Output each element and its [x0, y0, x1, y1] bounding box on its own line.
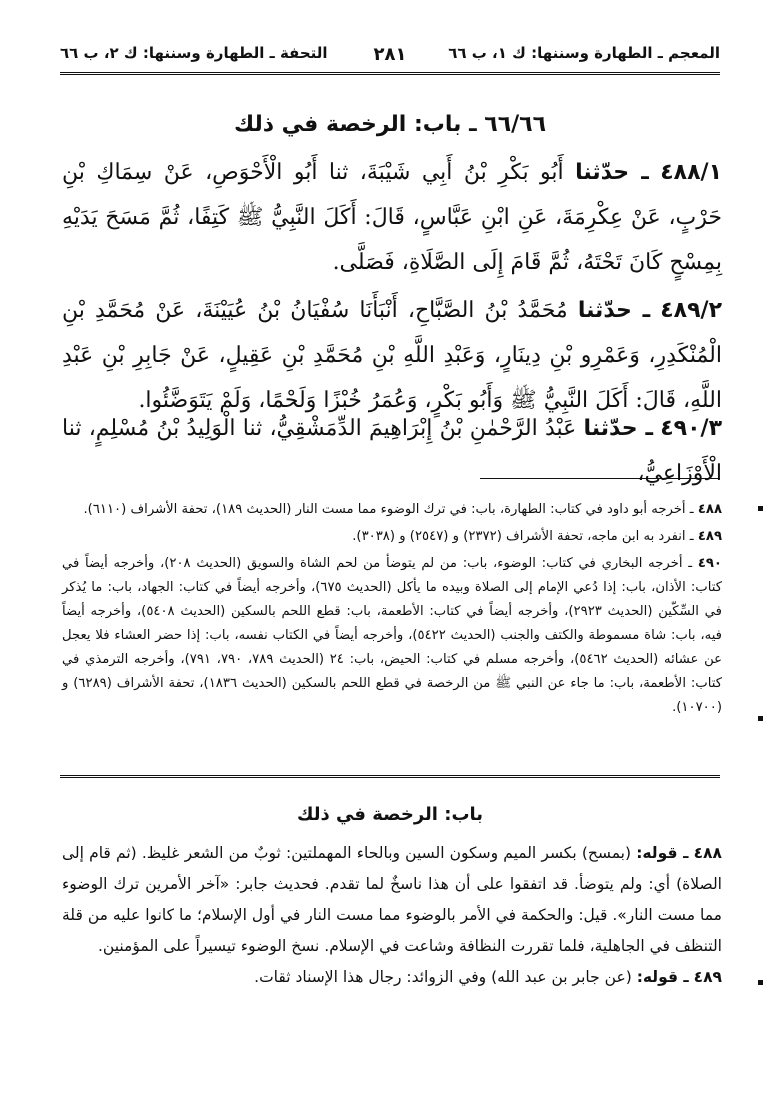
- margin-mark: [758, 506, 763, 511]
- margin-mark: [758, 716, 763, 721]
- commentary-number: ٤٨٩: [693, 968, 722, 986]
- chapter-title: ٦٦/٦٦ ـ باب: الرخصة في ذلك: [233, 112, 547, 137]
- running-header: [60, 44, 720, 70]
- footnote-text: ـ أخرجه أبو داود في كتاب: الطهارة، باب: في ترك الوضوء مما مست النار (الحديث ١٨٩)، تحفة الأشراف (٦١١٠).: [83, 502, 694, 517]
- hadith-489: [62, 288, 722, 413]
- footnote-text: ـ أخرجه البخاري في كتاب: الوضوء، باب: من لم يتوضأ من لحم الشاة والسويق (الحديث ٢٠٨)، وأخرجه أيضاً في كتاب: الأذان، باب: إذا دُعي الإمام إلى الصلاة وبيده ما يأكل (الحديث ٦٧٥)، وأخرجه أيضاً في كتاب: الجهاد، باب: ما يُذكر في السِّكّين (الحديث ٢٩٢٣)، وأخرجه أيضاً في كتاب: الأطعمة، باب: قطع اللحم بالسكين (الحديث ٥٤٠٨)، وأخرجه أيضاً فيه، باب: شاة مسموطة والكتف والجنب (الحديث ٥٤٢٢)، وأخرجه أيضاً في الكتاب نفسه، باب: إذا حضر العشاء فلا يعجل عن عشائه (الحديث ٥٤٦٢)، وأخرجه مسلم في كتاب: الحيض، باب: ٢٤ (الحديث ٧٨٩، ٧٩٠، ٧٩١)، وأخرجه الترمذي في كتاب: الأطعمة، باب: ما جاء عن النبي ﷺ من الرخصة في قطع اللحم بالسكين (الحديث ١٨٣٦)، تحفة الأشراف (٦٢٨٩) و (١٠٧٠٠).: [62, 556, 723, 715]
- footnote: [62, 525, 722, 549]
- hadith-lead: ـ حدّثنا: [577, 298, 651, 323]
- header-left-reference: التحفة ـ الطهارة وسننها: ك ٢، ب ٦٦: [60, 44, 328, 62]
- commentary-entry: [62, 962, 722, 993]
- footnotes: [62, 498, 722, 723]
- commentary-entry: [62, 838, 722, 962]
- hadith-490: [62, 406, 722, 486]
- commentary-title: باب: الرخصة في ذلك: [296, 804, 484, 825]
- hadith-lead: ـ حدّثنا: [583, 416, 654, 441]
- commentary-lead: ـ قوله:: [636, 844, 689, 862]
- margin-mark: [758, 980, 763, 985]
- hadith-text: أَبُو بَكْرِ بْنُ أَبِي شَيْبَةَ، ثنا أَبُو الْأَحْوَصِ، عَنْ سِمَاكِ بْنِ حَرْبٍ، عَنْ عِكْرِمَةَ، عَنِ ابْنِ عَبَّاسٍ، قَالَ: أَكَلَ النَّبِيُّ ﷺ كَتِفًا، ثُمَّ مَسَحَ يَدَيْهِ بِمِسْحٍ كَانَ تَحْتَهُ، ثُمَّ قَامَ إِلَى الصَّلَاةِ، فَصَلَّى.: [62, 160, 722, 275]
- commentary: [62, 838, 722, 993]
- footnote: [62, 552, 722, 720]
- commentary-divider: [60, 775, 720, 778]
- footnote-number: ٤٩٠: [697, 556, 722, 571]
- footnote-divider: [480, 478, 720, 479]
- hadith-text: مُحَمَّدُ بْنُ الصَّبَّاحِ، أَنْبَأَنَا سُفْيَانُ بْنُ عُيَيْنَةَ، عَنْ مُحَمَّدِ بْنِ الْمُنْكَدِرِ، وَعَمْرِو بْنِ دِينَارٍ، وَعَبْدِ اللَّهِ بْنِ مُحَمَّدِ بْنِ عَقِيلٍ، عَنْ جَابِرِ بْنِ عَبْدِ اللَّهِ، قَالَ: أَكَلَ النَّبِيُّ ﷺ وَأَبُو بَكْرٍ، وَعُمَرُ خُبْزًا وَلَحْمًا، وَلَمْ يَتَوَضَّئُوا.: [62, 298, 722, 413]
- hadith-text: عَبْدُ الرَّحْمٰنِ بْنُ إِبْرَاهِيمَ الدِّمَشْقِيُّ، ثنا الْوَلِيدُ بْنُ مُسْلِمٍ، ثنا الْأَوْزَاعِيُّ،: [62, 416, 722, 486]
- hadith-number: ٤٨٨/١: [660, 160, 722, 185]
- commentary-number: ٤٨٨: [693, 844, 722, 862]
- commentary-lead: ـ قوله:: [636, 968, 689, 986]
- hadith-lead: ـ حدّثنا: [575, 160, 649, 185]
- hadith-number: ٤٩٠/٣: [660, 416, 722, 441]
- footnote-number: ٤٨٨: [697, 502, 722, 517]
- header-right-reference: المعجم ـ الطهارة وسننها: ك ١، ب ٦٦: [448, 44, 720, 62]
- footnote-text: ـ انفرد به ابن ماجه، تحفة الأشراف (٢٣٧٢) و (٢٥٤٧) و (٣٠٣٨).: [352, 529, 694, 544]
- hadith-488: [62, 150, 722, 288]
- header-divider: [60, 72, 720, 75]
- hadith-number: ٤٨٩/٢: [660, 298, 722, 323]
- commentary-text: (عن جابر بن عبد الله) وفي الزوائد: رجال هذا الإسناد ثقات.: [254, 968, 632, 986]
- footnote: [62, 498, 722, 522]
- commentary-text: (بمسح) بكسر الميم وسكون السين وبالحاء المهملتين: ثوبٌ من الشعر غليظ. (ثم قام إلى الصلاة) أي: ولم يتوضأ. قد اتفقوا على أن هذا ناسخٌ لما تقدم. فحديث جابر: «آخر الأمرين ترك الوضوء مما مست النار». قيل: والحكمة في الأمر بالوضوء مما مست النار في أول الإسلام؛ ما كانوا عليه من قلة التنظف في الجاهلية، فلما تقررت النظافة وشاعت في الإسلام. نسخ الوضوء تيسيراً على المؤمنين.: [62, 844, 722, 955]
- page-number: ٢٨١: [373, 44, 407, 65]
- footnote-number: ٤٨٩: [697, 529, 722, 544]
